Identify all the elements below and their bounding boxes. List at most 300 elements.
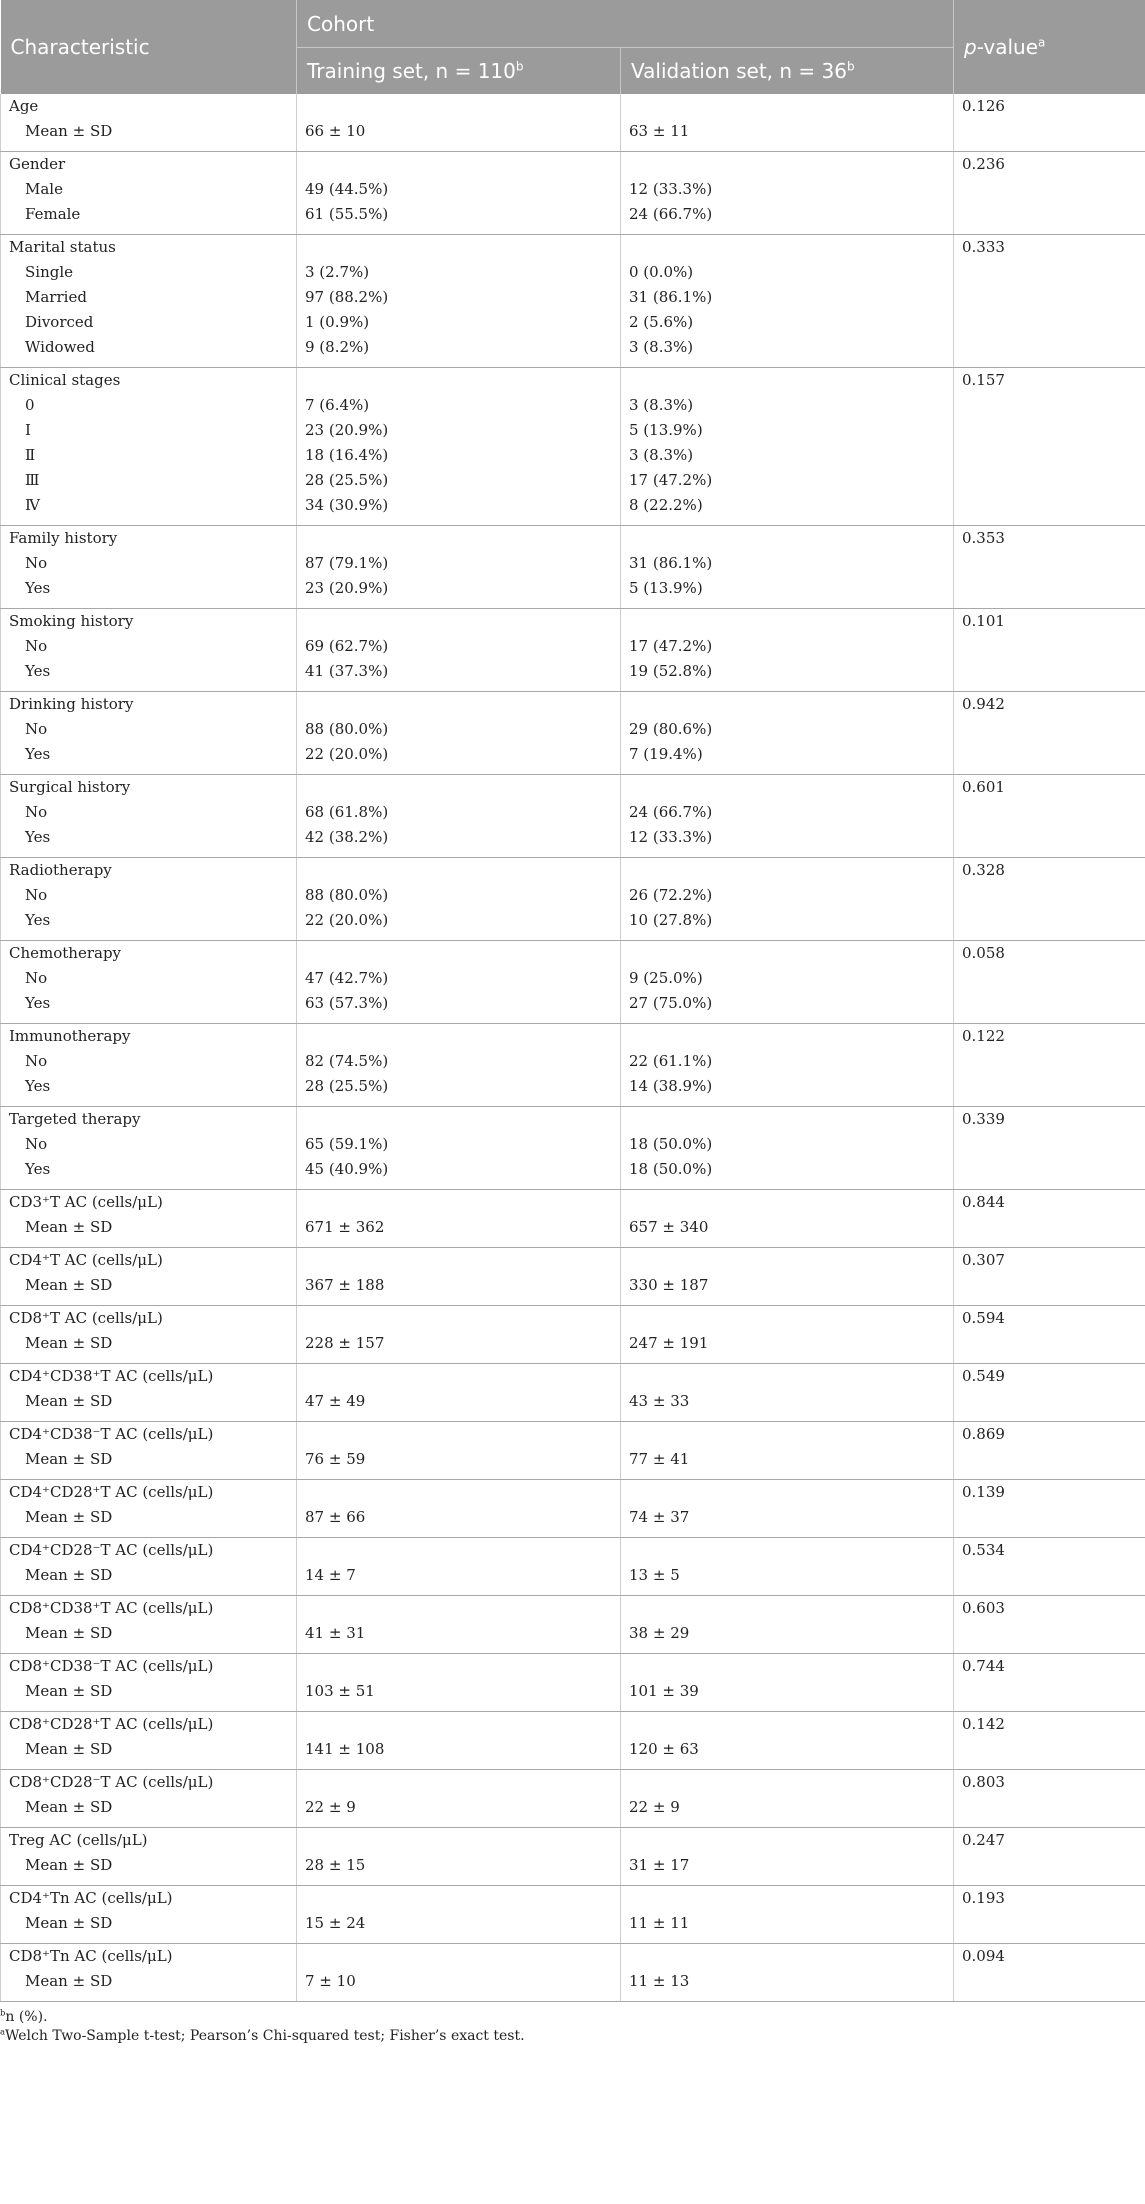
training-cell: [297, 1712, 621, 1770]
row-label: Mean ± SD: [25, 122, 113, 140]
p-value-cell: [954, 1770, 1145, 1828]
table-row: [1, 941, 1145, 1024]
p-value-cell: [954, 1886, 1145, 1944]
p-value-cell: [954, 94, 1145, 152]
row-label: Mean ± SD: [25, 1508, 113, 1526]
p-value: 0.157: [962, 371, 1005, 389]
footnote-text: n (%).: [5, 2009, 48, 2025]
training-cell: [297, 609, 621, 692]
training-cell: [297, 775, 621, 858]
group-title: Age: [9, 97, 39, 115]
validation-value: 19 (52.8%): [629, 662, 713, 680]
table-row: [1, 1944, 1145, 2002]
row-label: Ⅲ: [25, 471, 40, 489]
validation-cell: [621, 1886, 954, 1944]
p-value-cell: [954, 368, 1145, 526]
footnote: [0, 2008, 1145, 2027]
validation-value: 13 ± 5: [629, 1566, 680, 1584]
p-value: 0.094: [962, 1947, 1005, 1965]
characteristic-cell: [1, 1190, 297, 1248]
header-p-value: p-value$^a$: [954, 0, 1145, 94]
characteristic-cell: [1, 1828, 297, 1886]
p-value: 0.549: [962, 1367, 1005, 1385]
validation-value: 18 (50.0%): [629, 1135, 713, 1153]
training-cell: [297, 1306, 621, 1364]
training-value: 22 ± 9: [305, 1798, 356, 1816]
training-cell: [297, 368, 621, 526]
training-value: 61 (55.5%): [305, 205, 389, 223]
validation-cell: [621, 152, 954, 235]
row-label: Single: [25, 263, 74, 281]
validation-value: 63 ± 11: [629, 122, 690, 140]
row-label: Divorced: [25, 313, 94, 331]
table-row: [1, 1306, 1145, 1364]
group-title: CD4⁺T AC (cells/μL): [9, 1251, 163, 1269]
characteristic-cell: [1, 152, 297, 235]
validation-value: 24 (66.7%): [629, 205, 713, 223]
validation-cell: [621, 368, 954, 526]
validation-value: 9 (25.0%): [629, 969, 703, 987]
training-value: 69 (62.7%): [305, 637, 389, 655]
p-value-cell: [954, 1306, 1145, 1364]
p-value-cell: [954, 1828, 1145, 1886]
validation-value: 3 (8.3%): [629, 396, 694, 414]
table-row: [1, 1538, 1145, 1596]
p-value: 0.193: [962, 1889, 1005, 1907]
validation-value: 38 ± 29: [629, 1624, 690, 1642]
group-title: CD8⁺CD28⁻T AC (cells/μL): [9, 1773, 214, 1791]
training-value: 63 (57.3%): [305, 994, 389, 1012]
training-cell: [297, 858, 621, 941]
characteristic-cell: [1, 692, 297, 775]
validation-value: 10 (27.8%): [629, 911, 713, 929]
row-label: Yes: [25, 911, 51, 929]
group-title: CD8⁺T AC (cells/μL): [9, 1309, 163, 1327]
validation-value: 657 ± 340: [629, 1218, 709, 1236]
group-title: CD4⁺CD38⁺T AC (cells/μL): [9, 1367, 214, 1385]
group-title: CD3⁺T AC (cells/μL): [9, 1193, 163, 1211]
validation-cell: [621, 1306, 954, 1364]
p-value-cell: [954, 1654, 1145, 1712]
training-cell: [297, 692, 621, 775]
table-row: [1, 1596, 1145, 1654]
table-row: [1, 1364, 1145, 1422]
p-value: 0.603: [962, 1599, 1005, 1617]
validation-value: 3 (8.3%): [629, 338, 694, 356]
table-row: [1, 1107, 1145, 1190]
header-validation-set: Validation set, $n = 36^b$: [621, 48, 954, 95]
training-value: 47 (42.7%): [305, 969, 389, 987]
p-value: 0.534: [962, 1541, 1005, 1559]
characteristic-cell: [1, 1107, 297, 1190]
row-label: Married: [25, 288, 87, 306]
training-value: 41 ± 31: [305, 1624, 366, 1642]
validation-cell: [621, 1828, 954, 1886]
p-value: 0.058: [962, 944, 1005, 962]
characteristic-cell: [1, 1596, 297, 1654]
training-value: 3 (2.7%): [305, 263, 370, 281]
table-row: [1, 1654, 1145, 1712]
characteristic-cell: [1, 1364, 297, 1422]
row-label: Mean ± SD: [25, 1566, 113, 1584]
table-row: [1, 235, 1145, 368]
table-row: [1, 94, 1145, 152]
validation-cell: [621, 94, 954, 152]
header-characteristic: Characteristic: [1, 0, 297, 94]
row-label: 0: [25, 396, 35, 414]
validation-value: 24 (66.7%): [629, 803, 713, 821]
validation-cell: [621, 775, 954, 858]
p-value-cell: [954, 1944, 1145, 2002]
training-value: 47 ± 49: [305, 1392, 366, 1410]
p-value: 0.101: [962, 612, 1005, 630]
validation-value: 31 (86.1%): [629, 554, 713, 572]
validation-cell: [621, 858, 954, 941]
characteristic-cell: [1, 858, 297, 941]
training-cell: [297, 526, 621, 609]
training-cell: [297, 1654, 621, 1712]
row-label: Yes: [25, 662, 51, 680]
row-label: No: [25, 720, 48, 738]
validation-value: 26 (72.2%): [629, 886, 713, 904]
validation-value: 7 (19.4%): [629, 745, 703, 763]
row-label: Mean ± SD: [25, 1334, 113, 1352]
p-value: 0.122: [962, 1027, 1005, 1045]
row-label: Yes: [25, 1160, 51, 1178]
validation-cell: [621, 1364, 954, 1422]
p-value-cell: [954, 1480, 1145, 1538]
validation-cell: [621, 1422, 954, 1480]
validation-value: 12 (33.3%): [629, 180, 713, 198]
training-value: 367 ± 188: [305, 1276, 385, 1294]
p-value-cell: [954, 1596, 1145, 1654]
group-title: Gender: [9, 155, 66, 173]
p-value-cell: [954, 1107, 1145, 1190]
row-label: Mean ± SD: [25, 1624, 113, 1642]
validation-value: 17 (47.2%): [629, 637, 713, 655]
validation-cell: [621, 235, 954, 368]
training-value: 45 (40.9%): [305, 1160, 389, 1178]
characteristic-cell: [1, 941, 297, 1024]
p-value-cell: [954, 1248, 1145, 1306]
training-value: 7 (6.4%): [305, 396, 370, 414]
training-value: 97 (88.2%): [305, 288, 389, 306]
table-header: [1, 0, 1145, 94]
validation-cell: [621, 526, 954, 609]
table-row: [1, 609, 1145, 692]
training-value: 88 (80.0%): [305, 886, 389, 904]
group-title: CD8⁺CD28⁺T AC (cells/μL): [9, 1715, 214, 1733]
p-value: 0.353: [962, 529, 1005, 547]
training-value: 87 (79.1%): [305, 554, 389, 572]
training-cell: [297, 1886, 621, 1944]
validation-cell: [621, 1770, 954, 1828]
validation-cell: [621, 1190, 954, 1248]
characteristic-cell: [1, 1248, 297, 1306]
training-value: 68 (61.8%): [305, 803, 389, 821]
training-value: 18 (16.4%): [305, 446, 389, 464]
row-label: Yes: [25, 994, 51, 1012]
validation-cell: [621, 1248, 954, 1306]
characteristic-cell: [1, 1654, 297, 1712]
characteristic-cell: [1, 1770, 297, 1828]
row-label: Yes: [25, 1077, 51, 1095]
training-value: 1 (0.9%): [305, 313, 370, 331]
p-value-cell: [954, 1712, 1145, 1770]
p-value: 0.594: [962, 1309, 1005, 1327]
p-value: 0.869: [962, 1425, 1005, 1443]
table-row: [1, 1422, 1145, 1480]
row-label: Ⅰ: [25, 421, 31, 439]
validation-cell: [621, 1480, 954, 1538]
validation-value: 247 ± 191: [629, 1334, 709, 1352]
group-title: Marital status: [9, 238, 116, 256]
group-title: CD8⁺CD38⁻T AC (cells/μL): [9, 1657, 214, 1675]
training-value: 41 (37.3%): [305, 662, 389, 680]
table-row: [1, 152, 1145, 235]
characteristic-cell: [1, 235, 297, 368]
p-value-cell: [954, 152, 1145, 235]
p-value: 0.307: [962, 1251, 1005, 1269]
p-value-cell: [954, 692, 1145, 775]
training-cell: [297, 94, 621, 152]
training-value: 22 (20.0%): [305, 745, 389, 763]
group-title: Clinical stages: [9, 371, 121, 389]
validation-cell: [621, 1107, 954, 1190]
validation-value: 11 ± 11: [629, 1914, 690, 1932]
training-value: 7 ± 10: [305, 1972, 356, 1990]
row-label: Ⅱ: [25, 446, 36, 464]
group-title: Chemotherapy: [9, 944, 122, 962]
row-label: Yes: [25, 828, 51, 846]
validation-cell: [621, 609, 954, 692]
p-value-cell: [954, 526, 1145, 609]
characteristic-cell: [1, 1944, 297, 2002]
p-value: 0.339: [962, 1110, 1005, 1128]
row-label: Mean ± SD: [25, 1276, 113, 1294]
training-value: 28 (25.5%): [305, 471, 389, 489]
characteristic-cell: [1, 368, 297, 526]
table-body: [1, 94, 1145, 2002]
training-cell: [297, 152, 621, 235]
p-value: 0.126: [962, 97, 1005, 115]
row-label: Mean ± SD: [25, 1798, 113, 1816]
p-value: 0.236: [962, 155, 1005, 173]
training-value: 88 (80.0%): [305, 720, 389, 738]
row-label: Mean ± SD: [25, 1856, 113, 1874]
group-title: CD4⁺CD38⁻T AC (cells/μL): [9, 1425, 214, 1443]
training-cell: [297, 1538, 621, 1596]
row-label: Mean ± SD: [25, 1740, 113, 1758]
group-title: CD8⁺Tn AC (cells/μL): [9, 1947, 173, 1965]
group-title: Drinking history: [9, 695, 134, 713]
table-footnotes: [0, 2008, 1145, 2046]
group-title: Targeted therapy: [9, 1110, 141, 1128]
table-row: [1, 1248, 1145, 1306]
row-label: Male: [25, 180, 63, 198]
training-cell: [297, 1480, 621, 1538]
training-cell: [297, 235, 621, 368]
training-value: 23 (20.9%): [305, 579, 389, 597]
footnote-mark: b: [0, 2007, 6, 2018]
characteristic-cell: [1, 1480, 297, 1538]
training-value: 23 (20.9%): [305, 421, 389, 439]
validation-cell: [621, 1712, 954, 1770]
table-row: [1, 775, 1145, 858]
characteristic-cell: [1, 775, 297, 858]
training-value: 42 (38.2%): [305, 828, 389, 846]
p-value: 0.744: [962, 1657, 1005, 1675]
training-value: 49 (44.5%): [305, 180, 389, 198]
row-label: Widowed: [25, 338, 95, 356]
training-cell: [297, 1364, 621, 1422]
group-title: CD4⁺Tn AC (cells/μL): [9, 1889, 173, 1907]
training-cell: [297, 1596, 621, 1654]
validation-value: 3 (8.3%): [629, 446, 694, 464]
row-label: No: [25, 554, 48, 572]
p-value-cell: [954, 941, 1145, 1024]
training-cell: [297, 1828, 621, 1886]
row-label: Mean ± SD: [25, 1450, 113, 1468]
characteristic-cell: [1, 526, 297, 609]
p-value-cell: [954, 775, 1145, 858]
p-value-cell: [954, 1364, 1145, 1422]
p-value-cell: [954, 858, 1145, 941]
training-value: 228 ± 157: [305, 1334, 385, 1352]
table-row: [1, 1828, 1145, 1886]
training-cell: [297, 941, 621, 1024]
p-value: 0.601: [962, 778, 1005, 796]
row-label: Female: [25, 205, 81, 223]
p-value: 0.139: [962, 1483, 1005, 1501]
row-label: Ⅳ: [25, 496, 40, 514]
characteristic-cell: [1, 1024, 297, 1107]
p-value: 0.328: [962, 861, 1005, 879]
row-label: Yes: [25, 745, 51, 763]
training-cell: [297, 1944, 621, 2002]
validation-value: 5 (13.9%): [629, 421, 703, 439]
validation-value: 77 ± 41: [629, 1450, 690, 1468]
header-training-set: Training set, $n = 110^b$: [297, 48, 621, 95]
p-value-cell: [954, 609, 1145, 692]
row-label: Mean ± SD: [25, 1972, 113, 1990]
p-value: 0.844: [962, 1193, 1005, 1211]
training-value: 76 ± 59: [305, 1450, 366, 1468]
training-value: 28 (25.5%): [305, 1077, 389, 1095]
training-value: 15 ± 24: [305, 1914, 366, 1932]
validation-cell: [621, 692, 954, 775]
characteristic-cell: [1, 94, 297, 152]
training-cell: [297, 1248, 621, 1306]
group-title: Radiotherapy: [9, 861, 112, 879]
validation-value: 12 (33.3%): [629, 828, 713, 846]
table-row: [1, 526, 1145, 609]
validation-value: 31 ± 17: [629, 1856, 690, 1874]
training-value: 141 ± 108: [305, 1740, 385, 1758]
validation-cell: [621, 1024, 954, 1107]
training-cell: [297, 1422, 621, 1480]
training-cell: [297, 1107, 621, 1190]
group-title: Surgical history: [9, 778, 131, 796]
validation-value: 14 (38.9%): [629, 1077, 713, 1095]
group-title: Immunotherapy: [9, 1027, 131, 1045]
training-value: 22 (20.0%): [305, 911, 389, 929]
group-title: Smoking history: [9, 612, 134, 630]
footnote-mark: a: [0, 2026, 5, 2037]
group-title: Family history: [9, 529, 118, 547]
row-label: No: [25, 886, 48, 904]
validation-value: 5 (13.9%): [629, 579, 703, 597]
row-label: Yes: [25, 579, 51, 597]
table-row: [1, 1190, 1145, 1248]
validation-value: 18 (50.0%): [629, 1160, 713, 1178]
training-value: 14 ± 7: [305, 1566, 356, 1584]
row-label: Mean ± SD: [25, 1392, 113, 1410]
validation-value: 0 (0.0%): [629, 263, 694, 281]
validation-cell: [621, 1596, 954, 1654]
validation-value: 29 (80.6%): [629, 720, 713, 738]
p-value-cell: [954, 1422, 1145, 1480]
validation-value: 8 (22.2%): [629, 496, 703, 514]
footnote-text: Welch Two-Sample t-test; Pearson’s Chi-squared test; Fisher’s exact test.: [5, 2028, 525, 2044]
validation-value: 31 (86.1%): [629, 288, 713, 306]
validation-value: 27 (75.0%): [629, 994, 713, 1012]
characteristic-cell: [1, 1422, 297, 1480]
p-value-cell: [954, 1190, 1145, 1248]
characteristic-cell: [1, 1886, 297, 1944]
table-row: [1, 1480, 1145, 1538]
validation-value: 101 ± 39: [629, 1682, 699, 1700]
p-value: 0.142: [962, 1715, 1005, 1733]
characteristic-cell: [1, 1306, 297, 1364]
table-row: [1, 1712, 1145, 1770]
p-value-cell: [954, 235, 1145, 368]
training-value: 65 (59.1%): [305, 1135, 389, 1153]
row-label: No: [25, 1052, 48, 1070]
row-label: No: [25, 637, 48, 655]
validation-value: 2 (5.6%): [629, 313, 694, 331]
training-value: 34 (30.9%): [305, 496, 389, 514]
row-label: Mean ± SD: [25, 1682, 113, 1700]
validation-value: 120 ± 63: [629, 1740, 699, 1758]
row-label: No: [25, 969, 48, 987]
table-row: [1, 1024, 1145, 1107]
row-label: Mean ± SD: [25, 1914, 113, 1932]
training-value: 103 ± 51: [305, 1682, 375, 1700]
group-title: Treg AC (cells/μL): [9, 1831, 148, 1849]
p-value-cell: [954, 1538, 1145, 1596]
validation-value: 22 ± 9: [629, 1798, 680, 1816]
p-value: 0.942: [962, 695, 1005, 713]
header-cohort: Cohort: [297, 0, 954, 48]
training-cell: [297, 1190, 621, 1248]
row-label: No: [25, 1135, 48, 1153]
row-label: No: [25, 803, 48, 821]
validation-cell: [621, 1944, 954, 2002]
training-value: 66 ± 10: [305, 122, 366, 140]
row-label: Mean ± SD: [25, 1218, 113, 1236]
p-value: 0.803: [962, 1773, 1005, 1791]
characteristic-cell: [1, 1538, 297, 1596]
training-cell: [297, 1024, 621, 1107]
group-title: CD4⁺CD28⁻T AC (cells/μL): [9, 1541, 214, 1559]
validation-value: 17 (47.2%): [629, 471, 713, 489]
table-row: [1, 1886, 1145, 1944]
table-row: [1, 368, 1145, 526]
training-value: 9 (8.2%): [305, 338, 370, 356]
training-value: 87 ± 66: [305, 1508, 366, 1526]
validation-cell: [621, 1654, 954, 1712]
